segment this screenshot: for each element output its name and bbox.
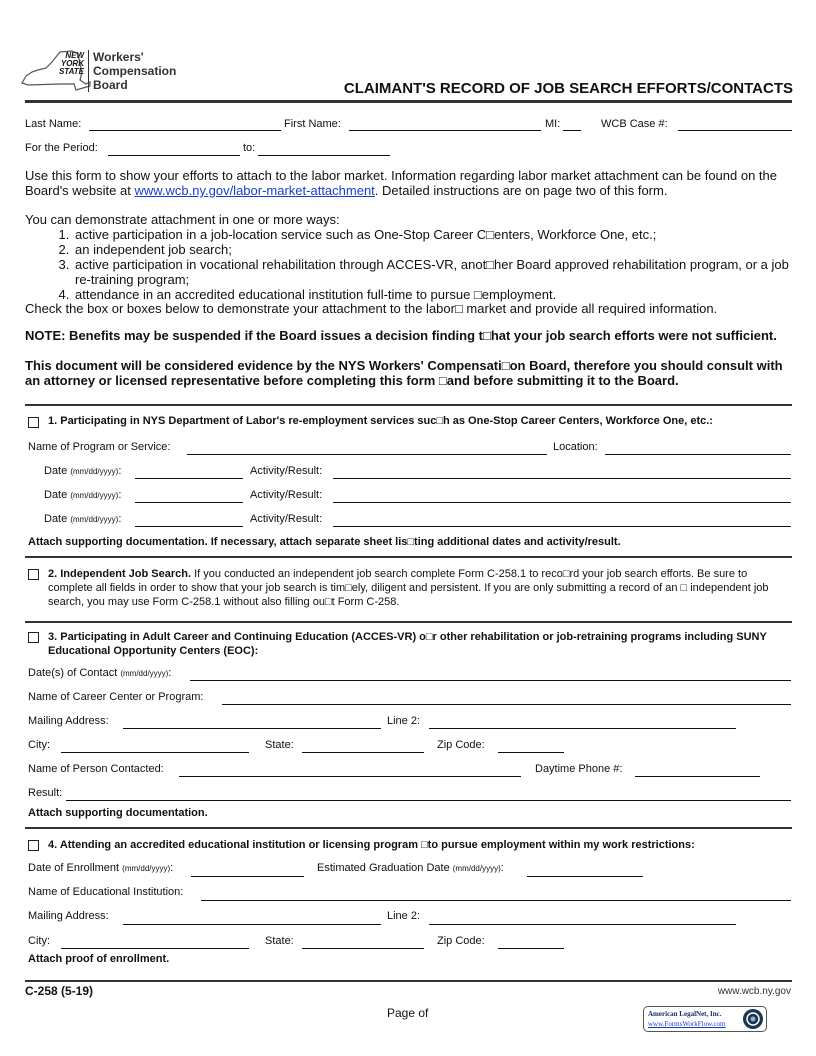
note-text: NOTE: Benefits may be suspended if the Board issues a decision finding t□hat your job search efforts were not sufficient. (25, 328, 777, 343)
zip-field[interactable] (498, 948, 564, 949)
institution-label: Name of Educational Institution: (28, 886, 184, 898)
result-field[interactable] (66, 800, 791, 801)
activity-result-field[interactable] (333, 478, 791, 479)
period-to-label: to: (243, 142, 256, 154)
vendor-name: American LegalNet, Inc. (648, 1010, 722, 1018)
evidence-text: This document will be considered evidence by the NYS Workers' Compensati□on Board, therefore you should consult with an attorney or licensed representative before completing this form □and before submitting it to the Board. (25, 358, 783, 388)
activity-result-field[interactable] (333, 502, 791, 503)
section3-heading: 3. Participating in Adult Career and Continuing Education (ACCES-VR) o□r other rehabilitation or job-retraining programs including SUNY Educational Opportunity Centers (EOC): (48, 631, 767, 657)
state-label: State: (265, 935, 294, 947)
address-line2-field[interactable] (429, 924, 736, 925)
form-id: C-258 (5-19) (25, 984, 94, 998)
mailing-label: Mailing Address: (28, 910, 109, 922)
enrollment-date-field[interactable] (191, 876, 304, 877)
list-item: 3. active participation in vocational rehabilitation through ACCES-VR, anot□her Board approved rehabilitation program, or a job re-training program; (73, 257, 795, 287)
ways-list (25, 227, 795, 302)
section3-footer: Attach supporting documentation. (28, 807, 208, 819)
location-label: Location: (553, 441, 598, 453)
board-label: Workers' Compensation Board (93, 50, 177, 92)
state-field[interactable] (302, 752, 424, 753)
labor-market-link[interactable]: www.wcb.ny.gov/labor-market-attachment (134, 183, 375, 198)
zip-label: Zip Code: (437, 935, 485, 947)
ways-block (25, 212, 795, 316)
program-field[interactable] (187, 454, 547, 455)
vendor-badge[interactable] (643, 1006, 767, 1032)
person-contacted-field[interactable] (179, 776, 521, 777)
ways-lead: You can demonstrate attachment in one or more ways: (25, 212, 340, 227)
first-name-field[interactable] (349, 130, 541, 131)
ways-tail: Check the box or boxes below to demonstrate your attachment to the labor□ market and provide all required information. (25, 301, 718, 316)
intro-paragraph: Use this form to show your efforts to attach to the labor market. Information regarding labor market attachment can be found on the Board's website at www.wcb.ny.gov/labor-market-attachment. Detailed instructions are on page two of this form. (25, 168, 777, 198)
globe-icon (742, 1008, 764, 1030)
first-name-label: First Name: (284, 118, 341, 130)
mi-label: MI: (545, 118, 561, 130)
contact-dates-field[interactable] (190, 680, 791, 681)
section2-checkbox[interactable] (28, 569, 39, 580)
nys-logo (20, 48, 190, 96)
city-label: City: (28, 935, 50, 947)
wcb-case-field[interactable] (678, 130, 792, 131)
location-field[interactable] (605, 454, 791, 455)
result-label: Result: (28, 787, 63, 799)
last-name-field[interactable] (89, 130, 281, 131)
mailing-address-field[interactable] (123, 728, 381, 729)
career-center-label: Name of Career Center or Program: (28, 691, 204, 703)
line2-label: Line 2: (387, 715, 421, 727)
list-item: 2. an independent job search; (73, 242, 795, 257)
section1-heading: 1. Participating in NYS Department of Labor's re-employment services suc□h as One-Stop Career Centers, Workforce One, etc.: (48, 415, 713, 427)
website-text: www.wcb.ny.gov (717, 986, 791, 997)
activity-date-field[interactable] (135, 502, 243, 503)
mi-field[interactable] (563, 130, 581, 131)
mailing-label: Mailing Address: (28, 715, 109, 727)
career-center-field[interactable] (222, 704, 791, 705)
list-item: 1. active participation in a job-location service such as One-Stop Career C□enters, Workforce One, etc.; (73, 227, 795, 242)
activity-result-field[interactable] (333, 526, 791, 527)
zip-field[interactable] (498, 752, 564, 753)
graduation-date-field[interactable] (527, 876, 643, 877)
period-from-field[interactable] (108, 155, 240, 156)
activity-label: Activity/Result: (250, 513, 323, 525)
last-name-label: Last Name: (25, 118, 82, 130)
state-label: NEW YORK STATE (58, 51, 84, 76)
page-number: Page of (387, 1006, 429, 1020)
wcb-case-label: WCB Case #: (601, 118, 668, 130)
state-label: State: (265, 739, 294, 751)
city-label: City: (28, 739, 50, 751)
activity-label: Activity/Result: (250, 489, 323, 501)
activity-label: Activity/Result: (250, 465, 323, 477)
person-label: Name of Person Contacted: (28, 763, 164, 775)
mailing-address-field[interactable] (123, 924, 381, 925)
state-field[interactable] (302, 948, 424, 949)
section2-text: 2. Independent Job Search. If you conducted an independent job search complete Form C-258.1 to reco□rd your job search efforts. Be sure to complete all fields in order to show that your job search is tim□ely, diligent and persistent. If you are only submitting a record of an □ independent job search, you may use Form C-258.1 without also filling ou□t Form C-258. (48, 568, 769, 608)
page-title: CLAIMANT'S RECORD OF JOB SEARCH EFFORTS/CONTACTS (343, 80, 793, 97)
section1-checkbox[interactable] (28, 417, 39, 428)
address-line2-field[interactable] (429, 728, 736, 729)
zip-label: Zip Code: (437, 739, 485, 751)
section4-heading: 4. Attending an accredited educational institution or licensing program □to pursue employment within my work restrictions: (48, 839, 695, 851)
period-to-field[interactable] (258, 155, 390, 156)
institution-field[interactable] (201, 900, 791, 901)
program-label: Name of Program or Service: (28, 441, 171, 453)
section3-checkbox[interactable] (28, 632, 39, 643)
phone-label: Daytime Phone #: (535, 763, 623, 775)
list-item: 4. attendance in an accredited educational institution full-time to pursue □employment. (73, 287, 795, 302)
line2-label: Line 2: (387, 910, 421, 922)
period-label: For the Period: (25, 142, 98, 154)
section4-checkbox[interactable] (28, 840, 39, 851)
section4-footer: Attach proof of enrollment. (28, 953, 170, 965)
section1-footer: Attach supporting documentation. If necessary, attach separate sheet lis□ting additional dates and activity/result. (28, 536, 621, 548)
activity-date-field[interactable] (135, 478, 243, 479)
vendor-url: www.FormsWorkFlow.com (648, 1020, 726, 1028)
activity-date-field[interactable] (135, 526, 243, 527)
city-field[interactable] (61, 948, 249, 949)
city-field[interactable] (61, 752, 249, 753)
daytime-phone-field[interactable] (635, 776, 760, 777)
